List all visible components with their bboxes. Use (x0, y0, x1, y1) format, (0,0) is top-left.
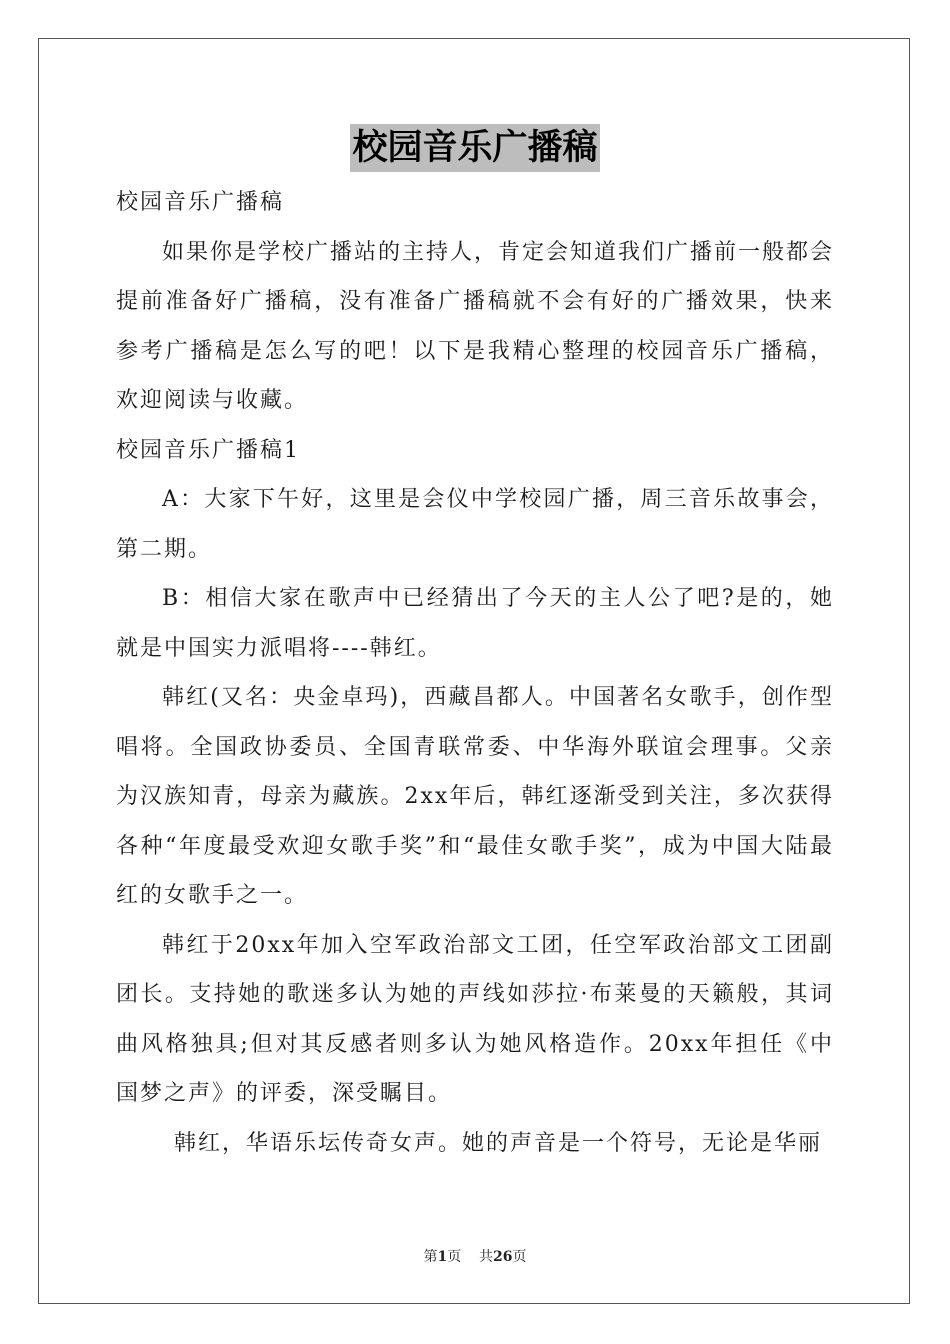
intro-paragraph: 如果你是学校广播站的主持人，肯定会知道我们广播前一般都会提前准备好广播稿，没有准备广播稿就不会有好的广播效果，快来参考广播稿是怎么写的吧！以下是我精心整理的校园音乐广播稿，欢迎阅读与收藏。 (116, 239, 835, 413)
title-container (0, 124, 950, 172)
section-heading: 校园音乐广播稿1 (116, 437, 300, 463)
biography-paragraph: 韩红(又名：央金卓玛)，西藏昌都人。中国著名女歌手，创作型唱将。全国政协委员、全国青联常委、中华海外联谊会理事。父亲为汉族知青，母亲为藏族。2xx年后，韩红逐渐受到关注，多次获得各种“年度最受欢迎女歌手奖”和“最佳女歌手奖”，成为中国大陆最红的女歌手之一。 (116, 685, 834, 908)
document-title: 校园音乐广播稿 (350, 124, 599, 172)
footer-total-pages: 26 (493, 1249, 513, 1265)
dialogue-paragraph-b: B：相信大家在歌声中已经猜出了今天的主人公了吧?是的，她就是中国实力派唱将----韩红。 (116, 586, 834, 661)
footer-total-suffix: 页 (512, 1249, 527, 1265)
footer-total-prefix: 共 (479, 1249, 494, 1265)
page-footer (0, 1246, 950, 1266)
footer-page-suffix: 页 (447, 1249, 462, 1265)
closing-paragraph: 韩红，华语乐坛传奇女声。她的声音是一个符号，无论是华丽 (174, 1130, 823, 1156)
subtitle-paragraph: 校园音乐广播稿 (116, 190, 285, 215)
footer-page-number: 1 (437, 1249, 448, 1265)
document-body (116, 178, 834, 1168)
footer-prefix: 第 (423, 1249, 438, 1265)
dialogue-paragraph-a: A：大家下午好，这里是会仪中学校园广播，周三音乐故事会，第二期。 (116, 487, 834, 562)
career-paragraph: 韩红于20xx年加入空军政治部文工团，任空军政治部文工团副团长。支持她的歌迷多认为她的声线如莎拉·布莱曼的天籁般，其词曲风格独具;但对其反感者则多认为她风格造作。20xx年担任《中国梦之声》的评委，深受瞩目。 (116, 932, 834, 1106)
